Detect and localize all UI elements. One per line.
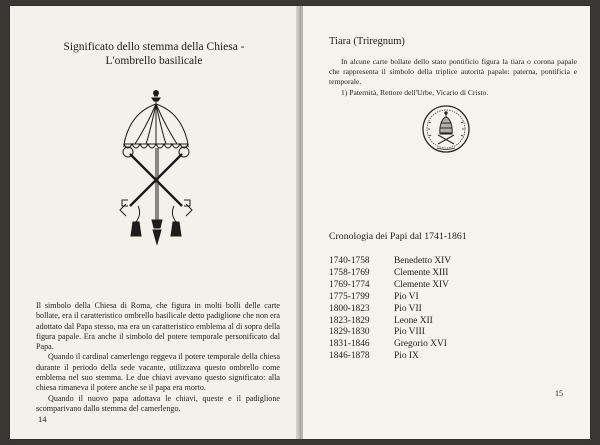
popes-chronology-list	[329, 256, 451, 363]
pope-name: Gregorio XVI	[394, 339, 447, 350]
list-item	[329, 280, 451, 292]
pope-years: 1775-1799	[329, 291, 370, 302]
right-footnote: 1) Paternità, Rettore dell'Urbe, Vicario di Cristo.	[341, 88, 489, 98]
pope-name: Clemente XIV	[394, 279, 449, 290]
list-item	[329, 304, 451, 316]
pope-name: Pio VI	[394, 291, 419, 302]
chronology-title: Cronologia dei Papi dal 1741-1861	[329, 231, 467, 242]
list-item	[329, 256, 451, 268]
pope-years: 1829-1830	[329, 327, 370, 338]
right-page-number: 15	[555, 389, 563, 398]
pope-years: 1769-1774	[329, 279, 370, 290]
pope-years: 1740-1758	[329, 256, 370, 266]
left-page-title	[10, 40, 298, 68]
pope-name: Pio IX	[394, 351, 419, 362]
right-page	[303, 6, 590, 439]
left-paragraph-3: Quando il nuovo papa adottava le chiavi, queste e il padiglione scomparivano dallo stemma del camerlengo.	[36, 393, 280, 413]
right-page-title: Tiara (Triregnum)	[329, 36, 405, 47]
left-page-number: 14	[38, 414, 47, 424]
left-title-line-1: Significato dello stemma della Chiesa -	[63, 41, 245, 53]
list-item	[329, 351, 451, 363]
list-item	[329, 327, 451, 339]
pope-years: 1758-1769	[329, 267, 370, 278]
pope-name: Pio VII	[394, 303, 422, 314]
list-item	[329, 268, 451, 280]
left-page-body	[36, 301, 280, 414]
pope-name: Leone XII	[394, 315, 433, 326]
pope-years: 1823-1829	[329, 315, 370, 326]
left-paragraph-1: Il simbolo della Chiesa di Roma, che figura in molti bolli delle carte bollate, era il caratteristico ombrello basilicale detto padiglione che non era adottato dal Papa stesso, ma era un caratteristico emblema al di sopra della figura papale. Era anche il simbolo del potere temporale personificato dal Papa.	[36, 301, 280, 352]
pope-years: 1800-1823	[329, 303, 370, 314]
list-item	[329, 292, 451, 304]
pope-name: Pio VIII	[394, 327, 425, 338]
pope-years: 1831-1846	[329, 339, 370, 350]
umbraculum-crossed-keys-icon	[108, 88, 204, 248]
tiara-seal-stamp-icon	[421, 104, 471, 154]
right-page-body	[329, 57, 577, 98]
left-page	[10, 6, 298, 439]
pope-name: Benedetto XIV	[394, 256, 452, 266]
pope-name: Clemente XIII	[394, 267, 449, 278]
right-paragraph-1: In alcune carte bollate dello stato pontificio figura la tiara o corona papale che rappresenta il simbolo della triplice autorità papale: paterna, pontificia e temporale.	[329, 57, 577, 86]
left-title-line-2: L'ombrello basilicale	[105, 55, 203, 67]
pope-years: 1846-1878	[329, 351, 370, 362]
left-paragraph-2: Quando il cardinal camerlengo reggeva il potere temporale della chiesa durante il periodo della sede vacante, utilizzava questo ombrello come emblema nel suo stemma. Le due chiavi avevano questo significato: alla chiesa rimaneva il potere anche se il papa era morto.	[36, 352, 280, 393]
list-item	[329, 316, 451, 328]
list-item	[329, 339, 451, 351]
